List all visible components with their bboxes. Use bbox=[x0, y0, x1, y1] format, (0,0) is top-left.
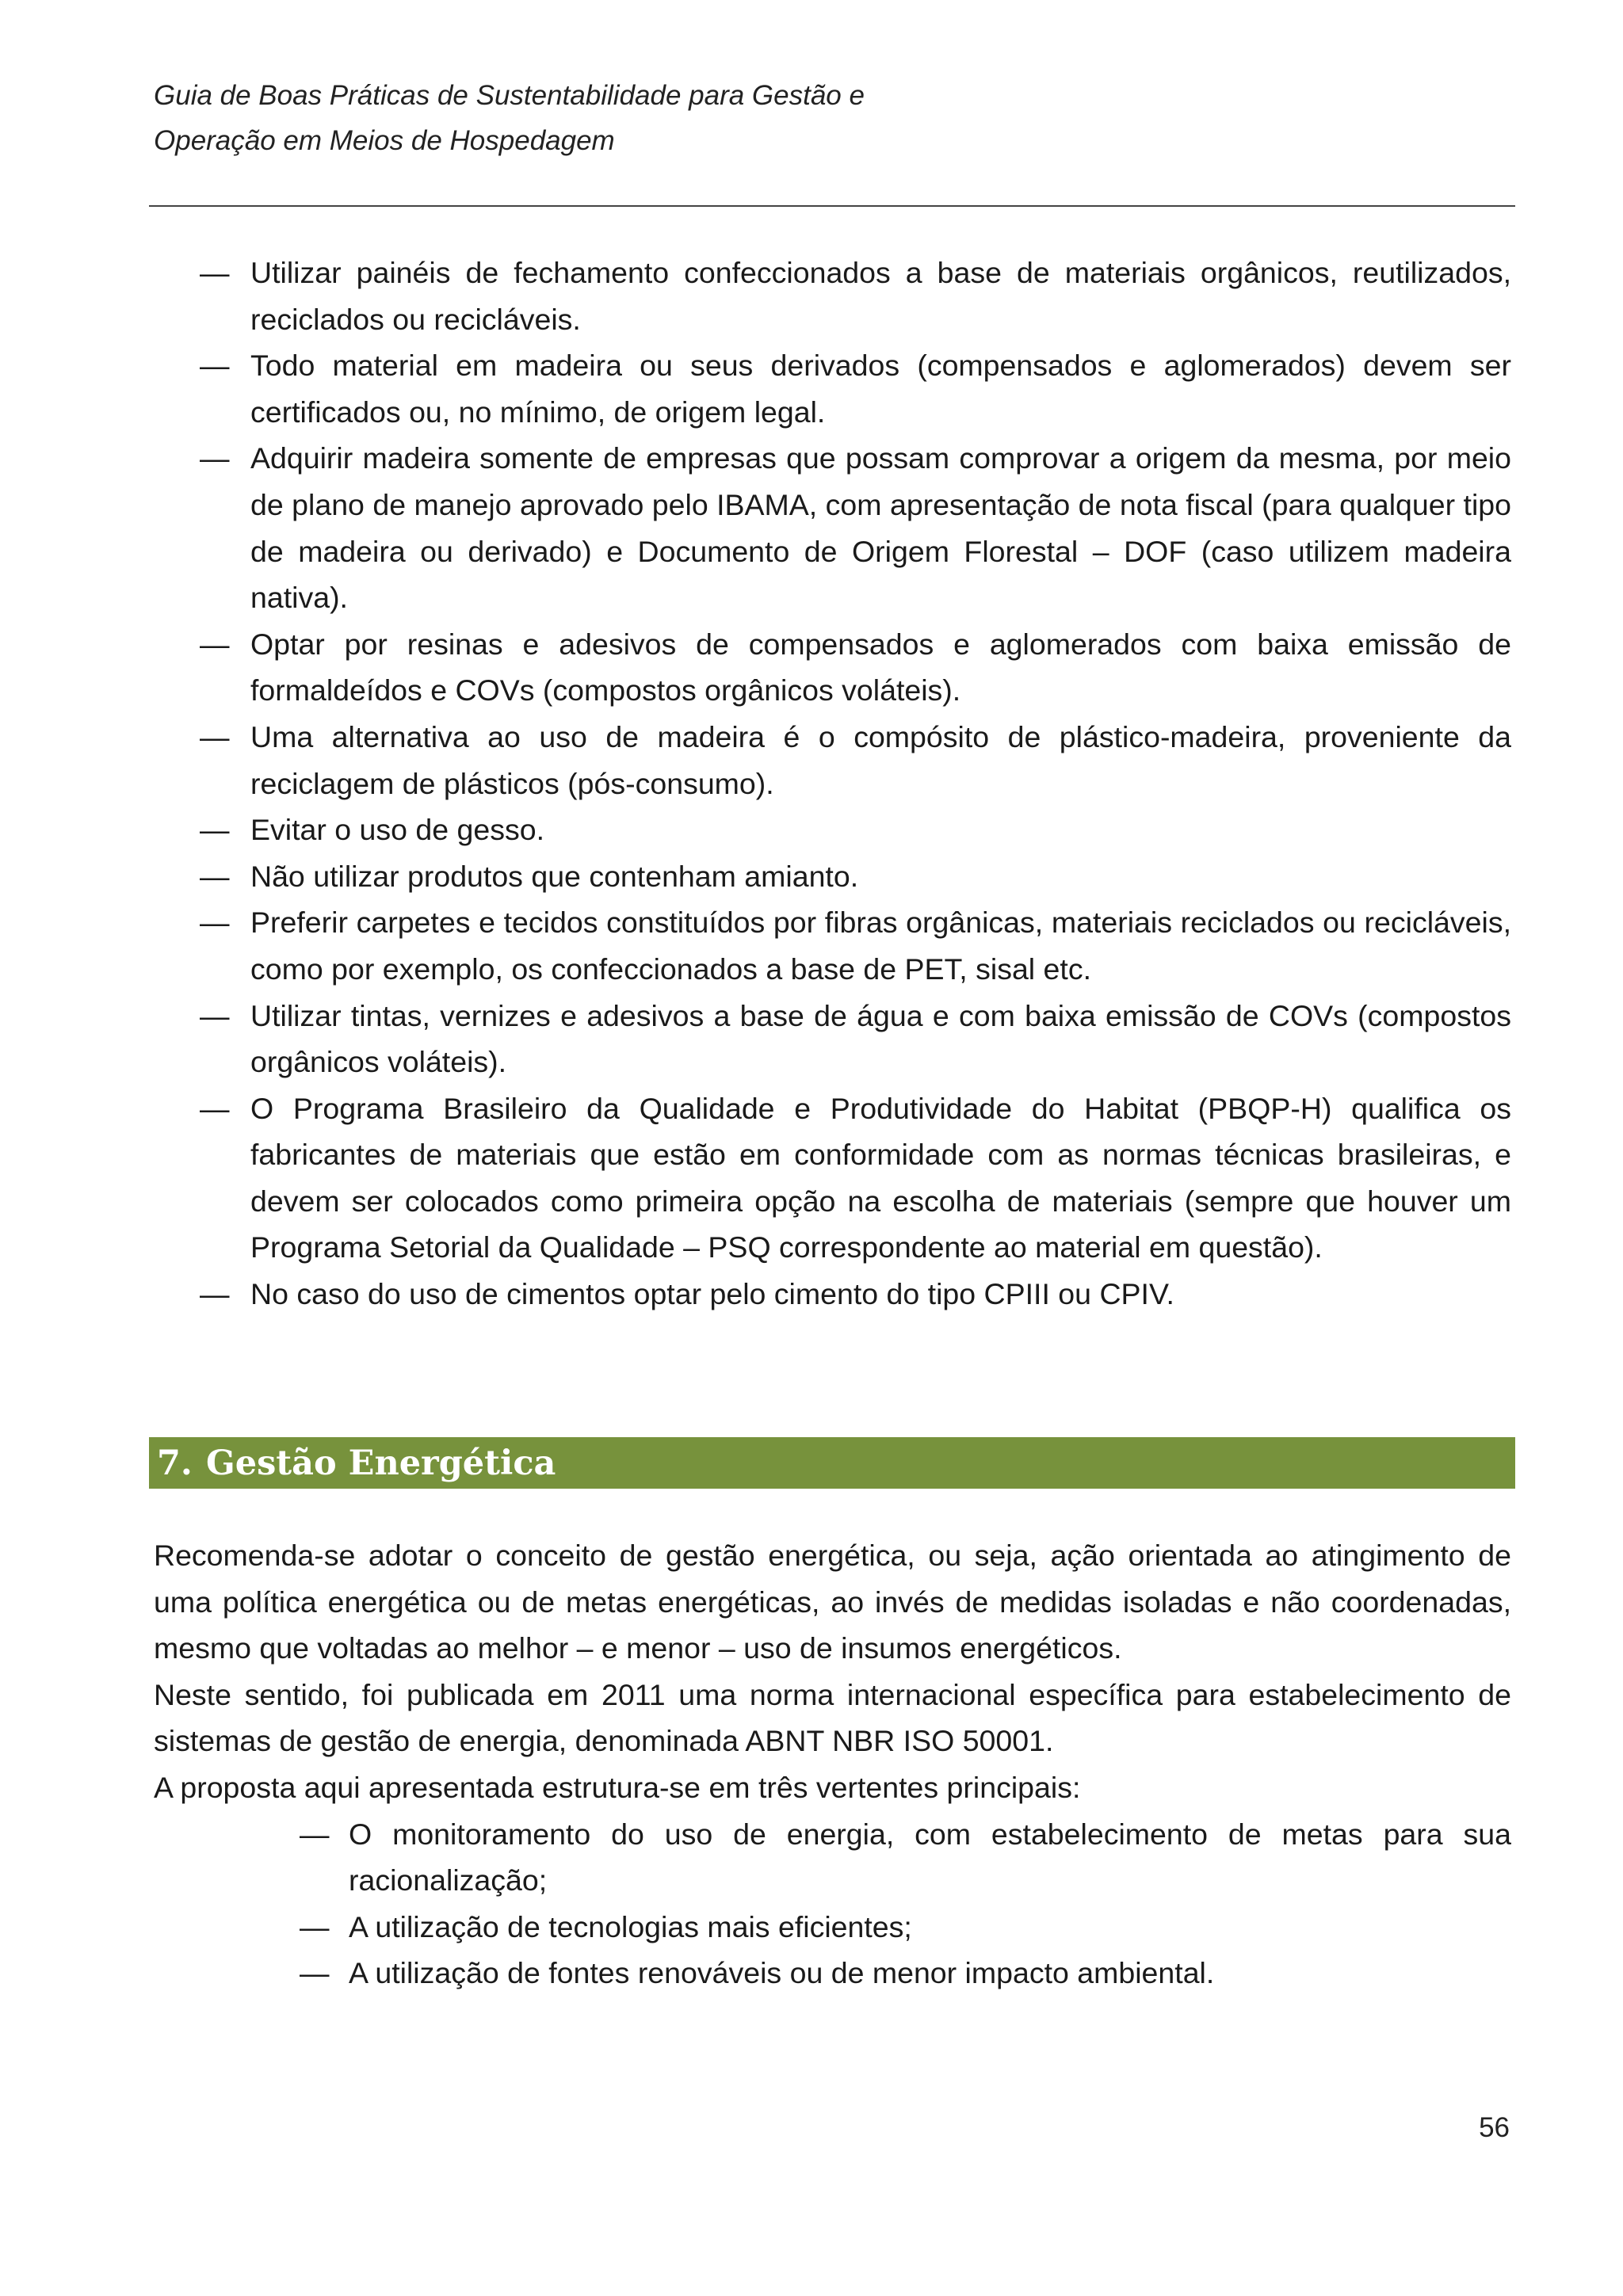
header-line-2: Operação em Meios de Hospedagem bbox=[154, 125, 615, 156]
list-item-text: Preferir carpetes e tecidos constituídos por fibras orgânicas, materiais reciclados ou recicláveis, como por exemplo, os confeccionados a base de PET, sisal etc. bbox=[250, 906, 1511, 986]
list-item-text: A utilização de tecnologias mais eficientes; bbox=[349, 1909, 912, 1943]
dash-bullet: — bbox=[200, 256, 230, 289]
list-item bbox=[200, 993, 1511, 1085]
list-item bbox=[200, 899, 1511, 992]
paragraph: Recomenda-se adotar o conceito de gestão energética, ou seja, ação orientada ao atingimento de uma política energética ou de metas energéticas, ao invés de medidas isoladas e não coordenadas, mesmo que voltadas ao melhor – e menor – uso de insumos energéticos. bbox=[154, 1539, 1511, 1665]
list-item-text: No caso do uso de cimentos optar pelo cimento do tipo CPIII ou CPIV. bbox=[250, 1277, 1174, 1311]
list-item-text: O monitoramento do uso de energia, com estabelecimento de metas para sua racionalização; bbox=[349, 1817, 1511, 1897]
list-item bbox=[200, 714, 1511, 807]
list-item bbox=[200, 342, 1511, 435]
energy-strands-list bbox=[154, 1811, 1511, 1997]
header-line-1: Guia de Boas Práticas de Sustentabilidade para Gestão e bbox=[154, 80, 865, 111]
dash-bullet: — bbox=[200, 719, 230, 753]
dash-bullet: — bbox=[200, 906, 230, 940]
dash-bullet: — bbox=[300, 1909, 330, 1943]
dash-bullet: — bbox=[200, 1277, 230, 1311]
paragraph: A proposta aqui apresentada estrutura-se em três vertentes principais: bbox=[154, 1770, 1081, 1804]
list-item bbox=[200, 1085, 1511, 1271]
paragraph: Neste sentido, foi publicada em 2011 uma norma internacional específica para estabelecimento de sistemas de gestão de energia, denominada ABNT NBR ISO 50001. bbox=[154, 1677, 1511, 1758]
dash-bullet: — bbox=[200, 349, 230, 383]
dash-bullet: — bbox=[300, 1817, 330, 1851]
list-item-text: A utilização de fontes renováveis ou de menor impacto ambiental. bbox=[349, 1956, 1215, 1990]
list-item-text: Optar por resinas e adesivos de compensados e aglomerados com baixa emissão de formaldeídos e COVs (compostos orgânicos voláteis). bbox=[250, 627, 1511, 707]
dash-bullet: — bbox=[300, 1956, 330, 1990]
list-item bbox=[200, 853, 1511, 900]
header-divider bbox=[149, 205, 1515, 207]
list-item-text: Evitar o uso de gesso. bbox=[250, 813, 545, 847]
list-item bbox=[300, 1950, 1511, 1997]
list-item-text: Uma alternativa ao uso de madeira é o compósito de plástico-madeira, proveniente da reciclagem de plásticos (pós-consumo). bbox=[250, 719, 1511, 800]
dash-bullet: — bbox=[200, 441, 230, 475]
section-number: 7. bbox=[157, 1443, 193, 1483]
list-item bbox=[200, 435, 1511, 620]
dash-bullet: — bbox=[200, 813, 230, 847]
running-header bbox=[154, 73, 1501, 163]
section-body bbox=[154, 1532, 1511, 1997]
list-item bbox=[300, 1811, 1511, 1904]
page-number: 56 bbox=[1479, 2112, 1510, 2143]
dash-bullet: — bbox=[200, 859, 230, 893]
dash-bullet: — bbox=[200, 1091, 230, 1125]
dash-bullet: — bbox=[200, 998, 230, 1032]
list-item-text: Adquirir madeira somente de empresas que possam comprovar a origem da mesma, por meio de plano de manejo aprovado pelo IBAMA, com apresentação de nota fiscal (para qualquer tipo de madeira ou derivado) e Documento de Origem Florestal – DOF (caso utilizem madeira nativa). bbox=[250, 441, 1511, 615]
list-item bbox=[300, 1904, 1511, 1951]
list-item-text: O Programa Brasileiro da Qualidade e Produtividade do Habitat (PBQP-H) qualifica os fabricantes de materiais que estão em conformidade com as normas técnicas brasileiras, e devem ser colocados como primeira opção na escolha de materiais (sempre que houver um Programa Setorial da Qualidade – PSQ correspondente ao material em questão). bbox=[250, 1091, 1511, 1264]
list-item-text: Todo material em madeira ou seus derivados (compensados e aglomerados) devem ser certificados ou, no mínimo, de origem legal. bbox=[250, 349, 1511, 429]
list-item bbox=[200, 250, 1511, 342]
list-item-text: Não utilizar produtos que contenham amianto. bbox=[250, 859, 859, 893]
section-heading-bar bbox=[149, 1437, 1515, 1489]
list-item bbox=[200, 621, 1511, 714]
list-item-text: Utilizar tintas, vernizes e adesivos a base de água e com baixa emissão de COVs (compostos orgânicos voláteis). bbox=[250, 998, 1511, 1079]
section-title: Gestão Energética bbox=[206, 1443, 556, 1483]
list-item bbox=[200, 1271, 1511, 1318]
list-item-text: Utilizar painéis de fechamento confeccionados a base de materiais orgânicos, reutilizados, reciclados ou recicláveis. bbox=[250, 256, 1511, 336]
list-item bbox=[200, 807, 1511, 853]
dash-bullet: — bbox=[200, 627, 230, 661]
materials-bullet-list bbox=[200, 250, 1511, 1318]
